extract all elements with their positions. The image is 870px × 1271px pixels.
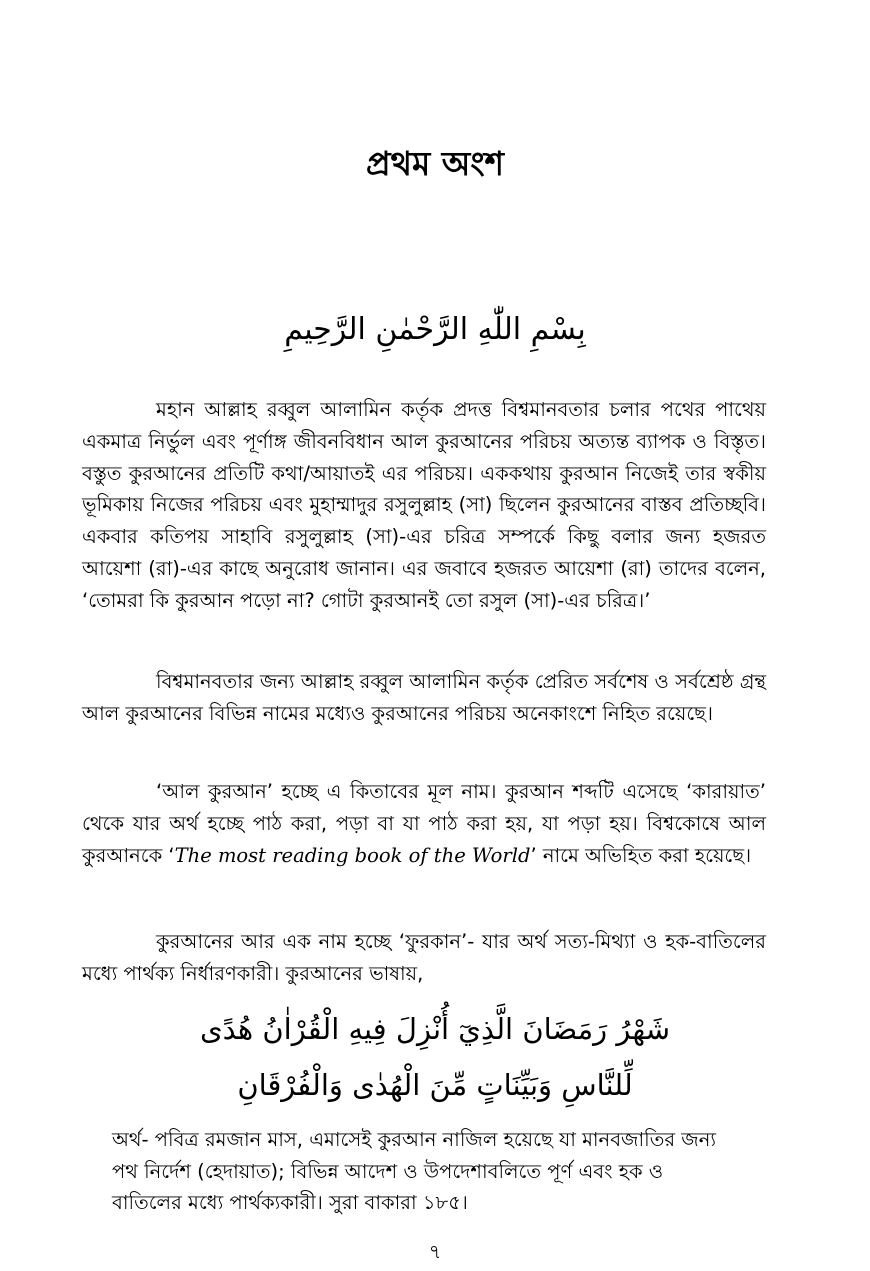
paragraph-al-quran: [82, 776, 766, 871]
paragraph-furqan: কুরআনের আর এক নাম হচ্ছে ‘ফুরকান’- যার অর্থ সত্য-মিথ্যা ও হক-বাতিলের মধ্যে পার্থক্য নির্ধারণকারী। কুরআনের ভাষায়,: [82, 930, 766, 985]
page-number: ৭: [428, 1241, 442, 1263]
section-heading: প্রথম অংশ: [365, 144, 505, 183]
paragraph-al-quran-text-start: ‘আল কুরআন’ হচ্ছে এ কিতাবের মূল নাম। কুরআন শব্দটি এসেছে ‘কারায়াত’ থেকে যার অর্থ হচ্ছে পাঠ করা, পড়া বা যা পাঠ করা হয়, যা পড়া হয়। বিশ্বকোষে আল কুরআনকে ‘: [82, 780, 766, 867]
quran-verse-line-1: شَهْرُ رَمَضَانَ الَّذِيٓ أُنْزِلَ فِيهِ الْقُرْاٰنُ هُدًى: [199, 1012, 671, 1046]
verse-meaning: অর্থ- পবিত্র রমজান মাস, এমাসেই কুরআন নাজিল হয়েছে যা মানবজাতির জন্য পথ নির্দেশ (হেদায়াত); বিভিন্ন আদেশ ও উপদেশাবলিতে পূর্ণ এবং হক ও বাতিলের মধ্যে পার্থক্যকারী। সুরা বাকারা ১৮৫।: [112, 1128, 717, 1214]
paragraph-names: বিশ্বমানবতার জন্য আল্লাহ রব্বুল আলামিন কর্তৃক প্রেরিত সর্বশেষ ও সর্বশ্রেষ্ঠ গ্রন্থ আল কুরআনের বিভিন্ন নামের মধ্যেও কুরআনের পরিচয় অনেকাংশে নিহিত রয়েছে।: [82, 670, 766, 725]
paragraph-al-quran-text-end: ’ নামে অভিহিত করা হয়েছে।: [530, 843, 752, 867]
quran-verse-line-2: لِّلنَّاسِ وَبَيِّنَاتٍ مِّنَ الْهُدٰى وَالْفُرْقَانِ: [237, 1068, 633, 1102]
bismillah-calligraphy: بِسْمِ اللّٰهِ الرَّحْمٰنِ الرَّحِيمِ: [284, 312, 586, 347]
english-quote: The most reading book of the World: [174, 843, 531, 867]
paragraph-intro: মহান আল্লাহ রব্বুল আলামিন কর্তৃক প্রদত্ত বিশ্বমানবতার চলার পথের পাথেয় একমাত্র নির্ভুল এবং পূর্ণাঙ্গ জীবনবিধান আল কুরআনের পরিচয় অত্যন্ত ব্যাপক ও বিস্তৃত। বস্তুত কুরআনের প্রতিটি কথা/আয়াতই এর পরিচয়। এককথায় কুরআন নিজেই তার স্বকীয় ভূমিকায় নিজের পরিচয় এবং মুহাম্মাদুর রসুলুল্লাহ (সা) ছিলেন কুরআনের বাস্তব প্রতিচ্ছবি। একবার কতিপয় সাহাবি রসুলুল্লাহ (সা)-এর চরিত্র সম্পর্কে কিছু বলার জন্য হজরত আয়েশা (রা)-এর কাছে অনুরোধ জানান। এর জবাবে হজরত আয়েশা (রা) তাদের বলেন, ‘তোমরা কি কুরআন পড়ো না? গোটা কুরআনই তো রসুল (সা)-এর চরিত্র।’: [82, 398, 766, 612]
